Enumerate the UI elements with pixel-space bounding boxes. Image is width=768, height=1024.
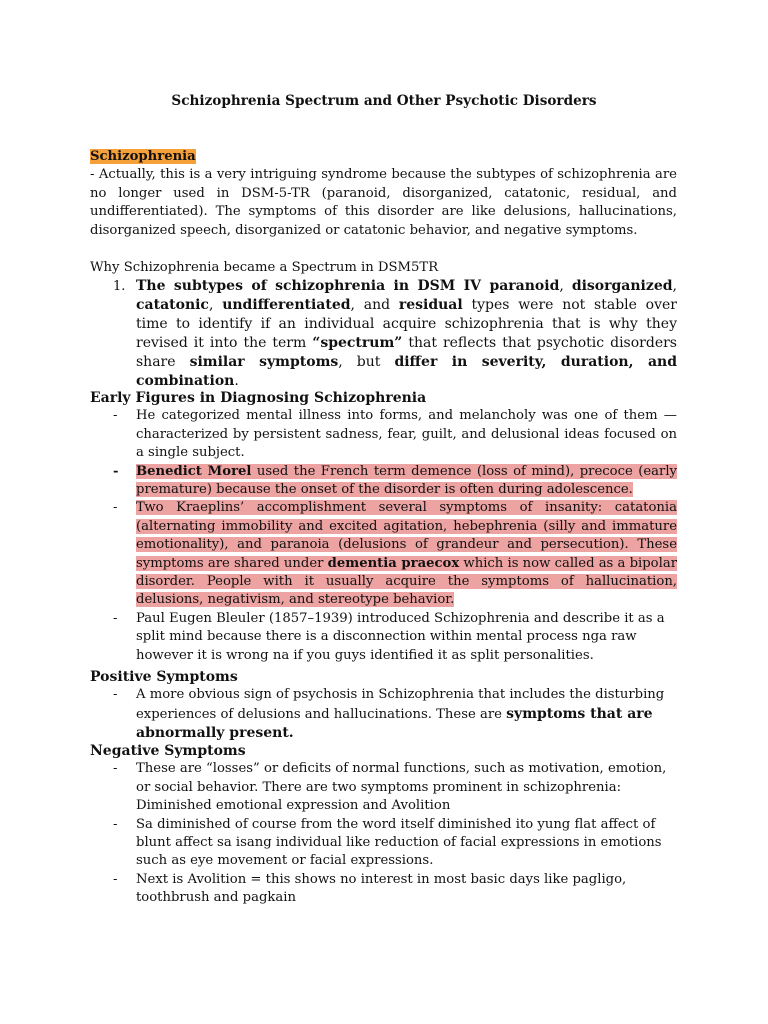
dash-marker: -	[113, 610, 118, 626]
bold-text: Benedict Morel	[136, 463, 252, 479]
list-item	[90, 686, 677, 743]
list-item-text: A more obvious sign of psychosis in Schizophrenia that includes the disturbing experiences of delusions and hallucinations. These are	[136, 687, 665, 722]
dash-marker: -	[113, 500, 118, 516]
dash-marker: -	[113, 463, 119, 479]
early-figures-list	[90, 407, 677, 665]
negative-symptoms-heading: Negative Symptoms	[90, 743, 246, 759]
text: , but	[338, 354, 395, 371]
bold-text: similar symptoms	[189, 354, 339, 371]
schizophrenia-paragraph: - Actually, this is a very intriguing syndrome because the subtypes of schizophrenia are no longer used in DSM-5-TR (paranoid, disorganized, catatonic, residual, and undifferentiated). The symptoms of this disorder are like delusions, hallucinations, disorganized speech, disorganized or catatonic behavior, and negative symptoms.	[90, 167, 677, 238]
dash-marker: -	[113, 687, 118, 703]
positive-symptoms-list	[90, 686, 677, 743]
bold-text: catatonic	[136, 297, 209, 314]
text: , and	[350, 297, 399, 314]
bold-text: dementia praecox	[327, 555, 460, 571]
text: ,	[559, 278, 572, 295]
spectrum-section	[90, 259, 677, 391]
list-number: 1.	[113, 279, 126, 295]
dash-marker: -	[113, 408, 118, 424]
schizophrenia-heading: Schizophrenia	[90, 149, 196, 164]
text: .	[234, 373, 239, 390]
list-item	[90, 407, 677, 462]
dash-marker: -	[113, 871, 118, 887]
text: ,	[208, 297, 223, 314]
positive-symptoms-heading: Positive Symptoms	[90, 669, 238, 685]
text: that reflects that psychotic disorders share	[136, 335, 677, 371]
bold-text: undifferentiated	[222, 297, 351, 314]
negative-symptoms-section	[90, 742, 677, 908]
bold-text: symptoms that are abnormally present.	[136, 705, 653, 742]
list-item	[90, 610, 677, 665]
list-item-text: used the French term demence (loss of mind), precoce (early premature) because the onset of the disorder is often during adolescence.	[136, 463, 678, 498]
dash-marker: -	[113, 816, 118, 832]
positive-symptoms-section	[90, 668, 677, 744]
early-figures-section	[90, 389, 677, 665]
list-item-text: Two Kraeplins’ accomplishment several symptoms of insanity: catatonia (alternating immobility and excited agitation, hebephrenia (silly and immature emotionality), and paranoia (delusions of grandeur and persecution). These symptoms are shared under	[136, 500, 677, 571]
list-item-text: which is now called as a bipolar disorder. People with it usually acquire the symptoms of hallucination, delusions, negativism, and stereotype behavior.	[136, 555, 678, 608]
dash-marker: -	[113, 761, 118, 777]
bold-text: differ in severity, duration, and combination	[136, 354, 677, 390]
bold-text: “spectrum”	[312, 335, 403, 352]
spectrum-intro: Why Schizophrenia became a Spectrum in DSM5TR	[90, 260, 439, 275]
bold-text: disorganized	[571, 278, 673, 295]
bold-text: The subtypes of schizophrenia in DSM IV paranoid	[136, 278, 560, 295]
spectrum-list	[90, 277, 677, 391]
list-item	[90, 871, 677, 908]
spectrum-list-item	[90, 277, 677, 391]
negative-symptoms-list	[90, 760, 677, 907]
list-item-text: Next is Avolition = this shows no interest in most basic days like pagligo, toothbrush and pagkain	[136, 871, 627, 906]
list-item	[90, 760, 677, 815]
early-figures-heading: Early Figures in Diagnosing Schizophrenia	[90, 390, 427, 406]
list-item	[90, 463, 677, 500]
document-title: Schizophrenia Spectrum and Other Psychotic Disorders	[171, 93, 597, 109]
list-item	[90, 816, 677, 871]
text: ,	[672, 278, 677, 295]
list-item	[90, 499, 677, 609]
schizophrenia-section	[90, 148, 677, 240]
text: types were not stable over time to identify if an individual acquire schizophrenia that is why they revised it into the term	[136, 297, 677, 352]
list-item-text: He categorized mental illness into forms, and melancholy was one of them — characterized by persistent sadness, fear, guilt, and delusional ideas focused on a single subject.	[136, 408, 677, 461]
list-item-text: Paul Eugen Bleuler (1857–1939) introduced Schizophrenia and describe it as a split mind because there is a disconnection within mental process nga raw however it is wrong na if you guys identified it as split personalities.	[136, 610, 665, 663]
list-item-text: These are “losses” or deficits of normal functions, such as motivation, emotion, or social behavior. There are two symptoms prominent in schizophrenia: Diminished emotional expression and Avolition	[136, 761, 667, 814]
list-item-text: Sa diminished of course from the word itself diminished ito yung flat affect of blunt affect sa isang individual like reduction of facial expressions in emotions such as eye movement or facial expressions.	[136, 816, 662, 869]
bold-text: residual	[398, 297, 463, 314]
